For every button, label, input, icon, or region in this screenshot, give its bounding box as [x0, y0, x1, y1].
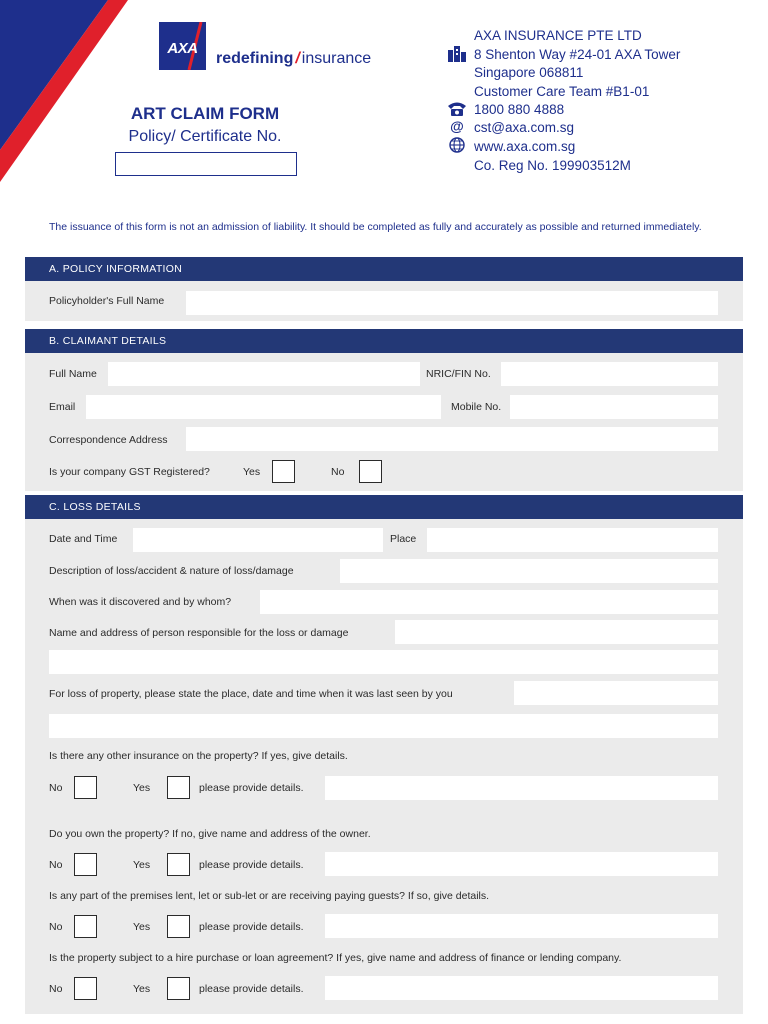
policy-number-label: Policy/ Certificate No. [128, 128, 282, 145]
responsible-person-field[interactable] [395, 620, 718, 644]
email-address: cst@axa.com.sg [474, 120, 574, 135]
nric-field[interactable] [501, 362, 718, 386]
telephone-icon [446, 100, 468, 118]
correspondence-address-label: Correspondence Address [49, 434, 168, 446]
own-property-details-field[interactable] [325, 852, 718, 876]
discovered-field[interactable] [260, 590, 718, 614]
premises-lent-details-label: please provide details. [199, 921, 304, 933]
tagline-rest: insurance [301, 50, 372, 67]
hire-purchase-question: Is the property subject to a hire purchase or loan agreement? If yes, give name and address of finance or lending company. [49, 952, 622, 964]
mobile-label: Mobile No. [451, 401, 502, 413]
description-field[interactable] [340, 559, 718, 583]
policyholder-name-field[interactable] [186, 291, 718, 315]
premises-lent-question: Is any part of the premises lent, let or sub-let or are receiving paying guests? If so, give details. [49, 890, 490, 902]
responsible-person-field-line-2[interactable] [49, 650, 718, 674]
gst-yes-checkbox[interactable] [272, 460, 295, 483]
gst-question-label: Is your company GST Registered? [49, 466, 210, 478]
correspondence-address-field[interactable] [186, 427, 718, 451]
liability-notice: The issuance of this form is not an admission of liability. It should be completed as fully and accurately as possible and returned immediately. [49, 221, 702, 233]
other-insurance-no-checkbox[interactable] [74, 776, 97, 799]
premises-lent-no-label: No [49, 921, 63, 933]
other-insurance-question: Is there any other insurance on the property? If yes, give details. [49, 750, 348, 762]
premises-lent-yes-label: Yes [133, 921, 151, 933]
hire-purchase-no-checkbox[interactable] [74, 977, 97, 1000]
form-title: ART CLAIM FORM [130, 104, 280, 123]
last-seen-field[interactable] [514, 681, 718, 705]
date-time-label: Date and Time [49, 533, 118, 545]
own-property-yes-label: Yes [133, 859, 151, 871]
premises-lent-yes-checkbox[interactable] [167, 915, 190, 938]
mobile-field[interactable] [510, 395, 718, 419]
other-insurance-yes-label: Yes [133, 782, 151, 794]
hire-purchase-no-label: No [49, 983, 63, 995]
place-field[interactable] [427, 528, 718, 552]
company-name: AXA INSURANCE PTE LTD [474, 28, 642, 43]
description-label: Description of loss/accident & nature of loss/damage [49, 565, 294, 577]
full-name-label: Full Name [49, 368, 97, 380]
hire-purchase-details-label: please provide details. [199, 983, 304, 995]
phone-number: 1800 880 4888 [474, 102, 565, 117]
own-property-yes-checkbox[interactable] [167, 853, 190, 876]
premises-lent-no-checkbox[interactable] [74, 915, 97, 938]
policy-number-field[interactable] [115, 152, 297, 176]
tagline-slash: / [295, 50, 300, 67]
building-icon [446, 44, 468, 62]
other-insurance-yes-checkbox[interactable] [167, 776, 190, 799]
hire-purchase-details-field[interactable] [325, 976, 718, 1000]
email-label: Email [49, 401, 76, 413]
last-seen-field-line-2[interactable] [49, 714, 718, 738]
gst-yes-label: Yes [243, 466, 261, 478]
responsible-person-label: Name and address of person responsible for the loss or damage [49, 627, 349, 639]
premises-lent-details-field[interactable] [325, 914, 718, 938]
address-line-1: 8 Shenton Way #24-01 AXA Tower [474, 47, 681, 62]
section-c-header: C. LOSS DETAILS [25, 495, 743, 519]
website: www.axa.com.sg [474, 139, 576, 154]
own-property-question: Do you own the property? If no, give name and address of the owner. [49, 828, 371, 840]
address-line-3: Customer Care Team #B1-01 [474, 84, 650, 99]
section-b-header: B. CLAIMANT DETAILS [25, 329, 743, 353]
axa-logo-text: AXA [167, 40, 198, 57]
gst-no-checkbox[interactable] [359, 460, 382, 483]
own-property-no-checkbox[interactable] [74, 853, 97, 876]
section-a-header: A. POLICY INFORMATION [25, 257, 743, 281]
email-field[interactable] [86, 395, 441, 419]
own-property-details-label: please provide details. [199, 859, 304, 871]
other-insurance-details-field[interactable] [325, 776, 718, 800]
hire-purchase-yes-label: Yes [133, 983, 151, 995]
date-time-field[interactable] [133, 528, 383, 552]
at-sign-icon: @ [450, 118, 464, 134]
tagline-bold: redefining [216, 50, 294, 67]
own-property-no-label: No [49, 859, 63, 871]
discovered-label: When was it discovered and by whom? [49, 596, 232, 608]
place-label: Place [390, 533, 417, 545]
globe-icon [446, 136, 468, 154]
full-name-field[interactable] [108, 362, 420, 386]
address-line-2: Singapore 068811 [474, 65, 584, 80]
other-insurance-no-label: No [49, 782, 63, 794]
gst-no-label: No [331, 466, 345, 478]
policyholder-name-label: Policyholder's Full Name [49, 295, 165, 307]
nric-label: NRIC/FIN No. [426, 368, 491, 380]
last-seen-label: For loss of property, please state the place, date and time when it was last seen by you [49, 688, 453, 700]
tagline [216, 50, 371, 68]
company-registration: Co. Reg No. 199903512M [474, 158, 631, 173]
hire-purchase-yes-checkbox[interactable] [167, 977, 190, 1000]
other-insurance-details-label: please provide details. [199, 782, 304, 794]
